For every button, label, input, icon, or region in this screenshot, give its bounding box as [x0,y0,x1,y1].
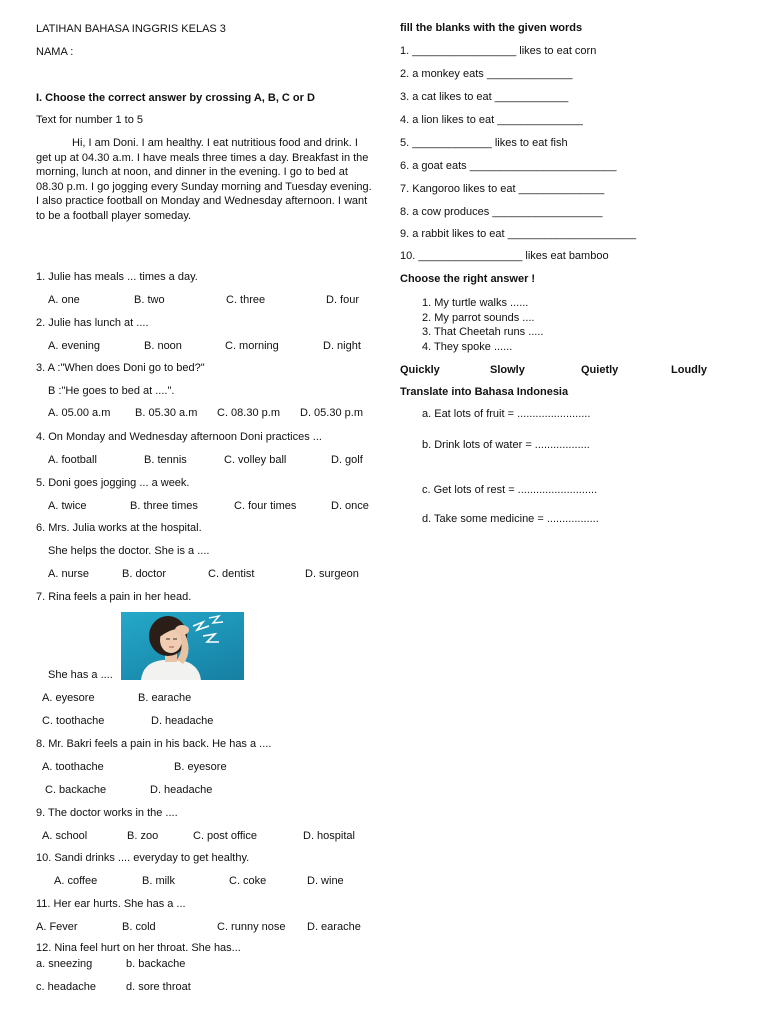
fill-item: 6. a goat eats ________________________ [400,160,617,172]
q1-option-c: C. three [226,294,266,306]
question-11: 11. Her ear hurts. She has a ... [36,898,186,910]
question-4: 4. On Monday and Wednesday afternoon Doni practices ... [36,431,322,443]
q8-option-a: A. toothache [42,761,104,773]
q12-option-b: b. backache [126,958,186,970]
q2-option-d: D. night [323,340,361,352]
q7-option-c: C. toothache [42,715,105,727]
q6-option-b: B. doctor [122,568,167,580]
q8-option-c: C. backache [45,784,107,796]
q9-option-d: D. hospital [303,830,355,842]
fill-item: 3. a cat likes to eat ____________ [400,91,569,103]
q11-option-c: C. runny nose [217,921,286,933]
fill-item: 4. a lion likes to eat ______________ [400,114,583,126]
fill-item: 2. a monkey eats ______________ [400,68,573,80]
word-option-slowly: Slowly [490,364,525,376]
translate-item: d. Take some medicine = ................. [422,513,599,525]
q11-option-b: B. cold [122,921,156,933]
choose-item: 2. My parrot sounds .... [422,312,535,324]
q9-option-a: A. school [42,830,88,842]
choose-item: 3. That Cheetah runs ..... [422,326,544,338]
q10-option-b: B. milk [142,875,175,887]
choose-item: 4. They spoke ...... [422,341,513,353]
q10-option-c: C. coke [229,875,267,887]
q7-option-a: A. eyesore [42,692,95,704]
q9-option-c: C. post office [193,830,257,842]
q3-option-d: D. 05.30 p.m [300,407,363,419]
headache-illustration [121,612,244,680]
fill-item: 8. a cow produces __________________ [400,206,603,218]
translate-item: a. Eat lots of fruit = ........................ [422,408,591,420]
q1-option-b: B. two [134,294,165,306]
q12-option-a: a. sneezing [36,958,93,970]
q3-option-a: A. 05.00 a.m [48,407,111,419]
fill-blanks-heading: fill the blanks with the given words [400,22,583,34]
question-3-line-2: B :"He goes to bed at ....". [48,385,175,397]
q6-option-d: D. surgeon [305,568,359,580]
q5-option-d: D. once [331,500,369,512]
q2-option-a: A. evening [48,340,100,352]
fill-item: 10. _________________ likes eat bamboo [400,250,609,262]
question-12: 12. Nina feel hurt on her throat. She has... [36,942,241,954]
word-option-quietly: Quietly [581,364,619,376]
fill-item: 9. a rabbit likes to eat _____________________ [400,228,637,240]
q3-option-c: C. 08.30 p.m [217,407,280,419]
q1-option-d: D. four [326,294,360,306]
q3-option-b: B. 05.30 a.m [135,407,198,419]
headache-photo [121,612,244,680]
question-9: 9. The doctor works in the .... [36,807,178,819]
question-1: 1. Julie has meals ... times a day. [36,271,198,283]
translate-heading: Translate into Bahasa Indonesia [400,386,569,398]
q7-option-b: B. earache [138,692,192,704]
question-7: 7. Rina feels a pain in her head. [36,591,192,603]
translate-item: c. Get lots of rest = .......................... [422,484,598,496]
q8-option-d: D. headache [150,784,213,796]
q2-option-c: C. morning [225,340,279,352]
question-3: 3. A :"When does Doni go to bed?" [36,362,205,374]
translate-item: b. Drink lots of water = .................. [422,439,590,451]
q1-option-a: A. one [48,294,80,306]
question-5: 5. Doni goes jogging ... a week. [36,477,190,489]
q11-option-a: A. Fever [36,921,78,933]
q5-option-b: B. three times [130,500,198,512]
q9-option-b: B. zoo [127,830,159,842]
question-10: 10. Sandi drinks .... everyday to get healthy. [36,852,250,864]
question-6-line-2: She helps the doctor. She is a .... [48,545,210,557]
q10-option-a: A. coffee [54,875,98,887]
q4-option-a: A. football [48,454,97,466]
q12-option-d: d. sore throat [126,981,191,993]
q8-option-b: B. eyesore [174,761,227,773]
worksheet-title: LATIHAN BAHASA INGGRIS KELAS 3 [36,23,226,35]
fill-item: 5. _____________ likes to eat fish [400,137,568,149]
q6-option-c: C. dentist [208,568,255,580]
fill-item: 7. Kangoroo likes to eat ______________ [400,183,605,195]
question-7-line-2: She has a .... [48,669,113,681]
q11-option-d: D. earache [307,921,361,933]
section-heading: I. Choose the correct answer by crossing A, B, C or D [36,92,315,104]
question-2: 2. Julie has lunch at .... [36,317,149,329]
question-8: 8. Mr. Bakri feels a pain in his back. He has a .... [36,738,272,750]
fill-item: 1. _________________ likes to eat corn [400,45,597,57]
q2-option-b: B. noon [144,340,182,352]
choose-item: 1. My turtle walks ...... [422,297,529,309]
choose-heading: Choose the right answer ! [400,273,536,285]
text-for-label: Text for number 1 to 5 [36,114,143,126]
q10-option-d: D. wine [307,875,344,887]
name-label: NAMA : [36,46,74,58]
question-6: 6. Mrs. Julia works at the hospital. [36,522,202,534]
reading-passage: Hi, I am Doni. I am healthy. I eat nutritious food and drink. I get up at 04.30 a.m. I have meals three times a day. Breakfast in the morning, lunch at noon, and dinner in the evening. I go to bed at 08.30 p.m. I go jogging every Sunday morning and Tuesday evening. I also practice football on Monday and Wednesday afternoon. I want to be a football player someday. [36,137,372,222]
q5-option-c: C. four times [234,500,297,512]
q4-option-c: C. volley ball [224,454,287,466]
q6-option-a: A. nurse [48,568,89,580]
q5-option-a: A. twice [48,500,87,512]
word-option-quickly: Quickly [400,364,440,376]
word-option-loudly: Loudly [671,364,708,376]
q4-option-b: B. tennis [144,454,187,466]
q7-option-d: D. headache [151,715,214,727]
q12-option-c: c. headache [36,981,96,993]
q4-option-d: D. golf [331,454,363,466]
